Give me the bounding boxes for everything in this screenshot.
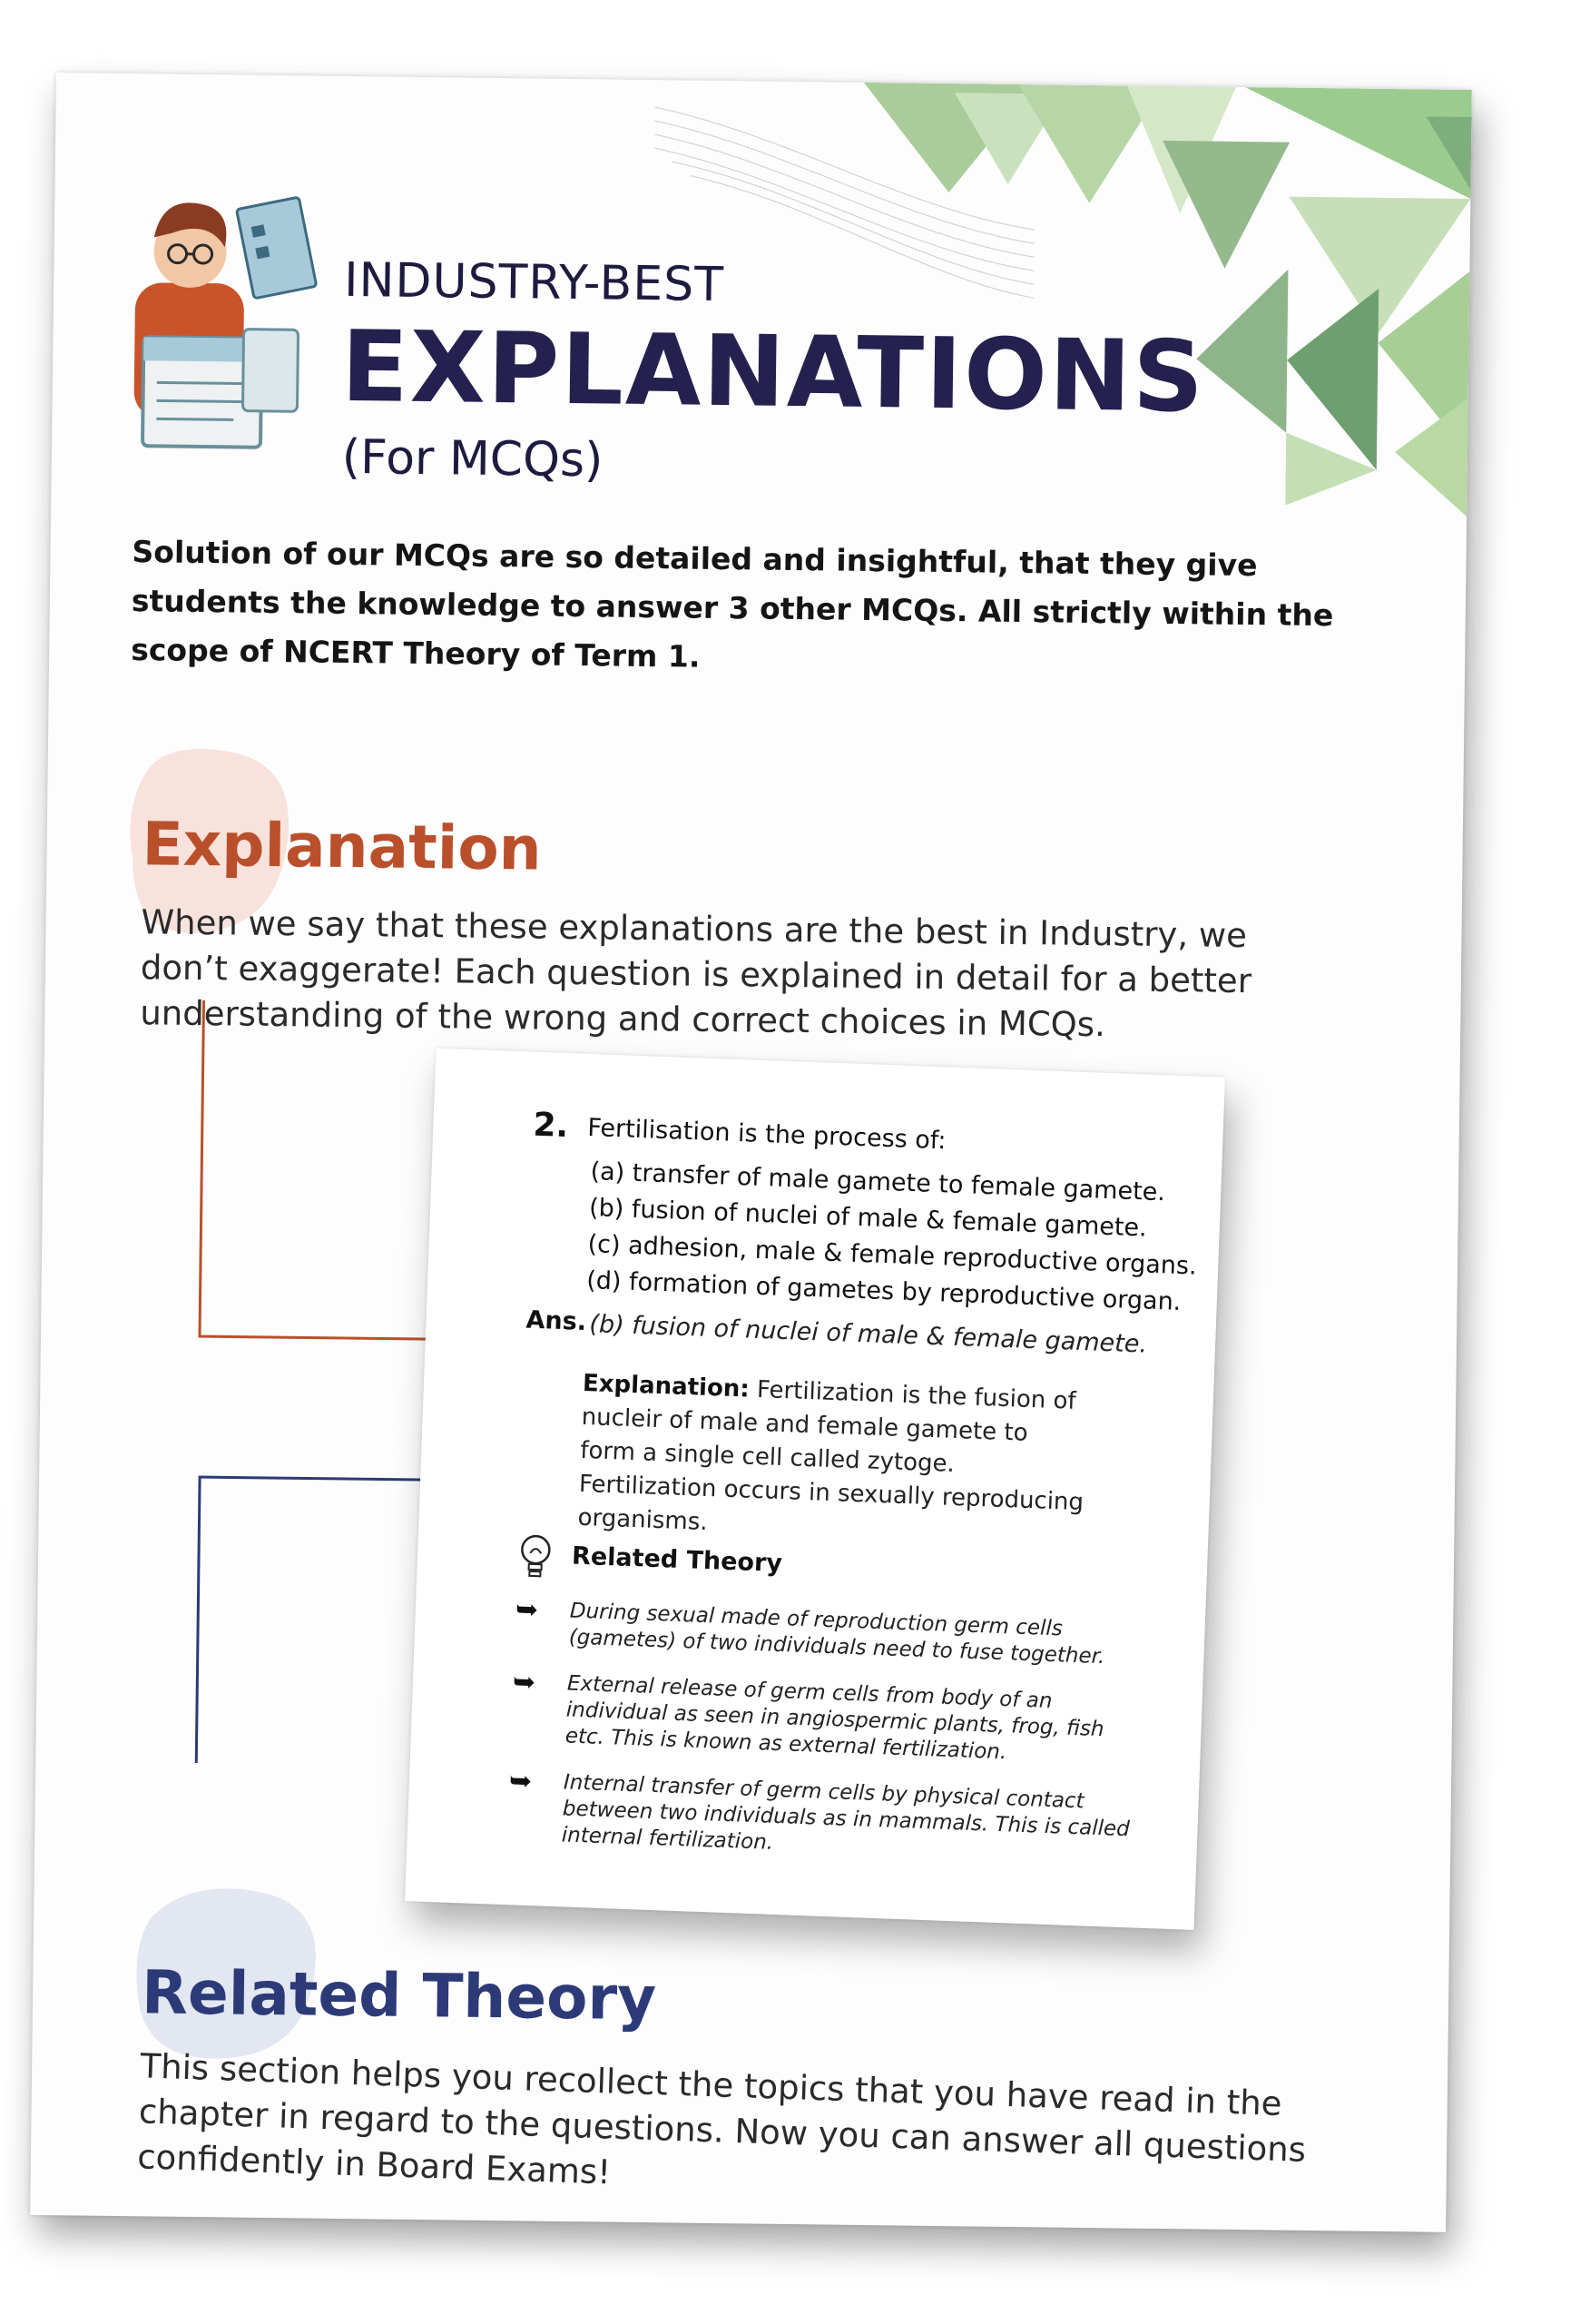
related-theory-heading: Related Theory	[141, 1957, 657, 2034]
answer-text: (b) fusion of nuclei of male & female gamete.	[588, 1310, 1148, 1359]
student-illustration	[115, 164, 337, 458]
poster-sheet	[30, 73, 1472, 2232]
theory-points	[506, 1593, 1151, 1889]
question-options	[586, 1154, 1201, 1321]
explanation-block	[577, 1367, 1091, 1553]
arrow-bullet-icon: ➥	[508, 1765, 533, 1798]
geometric-decoration	[650, 80, 1472, 526]
option-a: (a) transfer of male gamete to female gamete.	[590, 1157, 1166, 1207]
theory-point-text: External release of germ cells from body of an individual as seen in angiospermic plants, frog, fish etc. This is known as external fertilization.	[564, 1671, 1104, 1765]
question-text: Fertilisation is the process of:	[586, 1113, 947, 1156]
option-b: (b) fusion of nuclei of male & female gamete.	[588, 1194, 1148, 1243]
option-d: (d) formation of gametes by reproductive organ.	[585, 1265, 1182, 1316]
theory-point	[514, 1593, 1151, 1672]
theory-point	[506, 1765, 1144, 1870]
theory-point-text: During sexual made of reproduction germ cells (gametes) of two individuals need to fuse together.	[568, 1599, 1105, 1669]
arrow-bullet-icon: ➥	[512, 1666, 536, 1699]
related-theory-label: Related Theory	[571, 1541, 783, 1579]
option-c: (c) adhesion, male & female reproductive organs.	[587, 1229, 1198, 1281]
explanation-text: Fertilization is the fusion of nucleir of male and female gamete to form a single cell called zytoge. Fertilization occurs in sexually reproducing organisms.	[577, 1375, 1085, 1537]
theory-point	[510, 1666, 1148, 1771]
arrow-bullet-icon: ➥	[515, 1593, 539, 1627]
lightbulb-icon	[516, 1532, 555, 1581]
theory-point-text: Internal transfer of germ cells by physical contact between two individuals as in mammals. This is called internal fertilization.	[561, 1770, 1131, 1855]
answer-label: Ans.	[525, 1305, 587, 1336]
intro-paragraph: Solution of our MCQs are so detailed and insightful, that they give students the knowledge to answer 3 other MCQs. All strictly within the scope of NCERT Theory of Term 1.	[131, 534, 1334, 675]
question-number: 2.	[532, 1106, 569, 1146]
sample-question-card	[405, 1049, 1225, 1930]
explanation-body: When we say that these explanations are the best in Industry, we don’t exaggerate! Each question is explained in detail for a better understanding of the wrong and correct choices in MCQs.	[140, 902, 1252, 1045]
related-theory-body: This section helps you recollect the topics that you have read in the chapter in regard to the questions. Now you can answer all questions confidently in Board Exams!	[136, 2046, 1307, 2192]
page-title: EXPLANATIONS	[340, 310, 1206, 435]
kicker-text: INDUSTRY-BEST	[343, 252, 725, 313]
explanation-heading: Explanation	[142, 809, 543, 884]
explanation-label: Explanation:	[582, 1369, 751, 1403]
page-subtitle: (For MCQs)	[341, 429, 604, 488]
